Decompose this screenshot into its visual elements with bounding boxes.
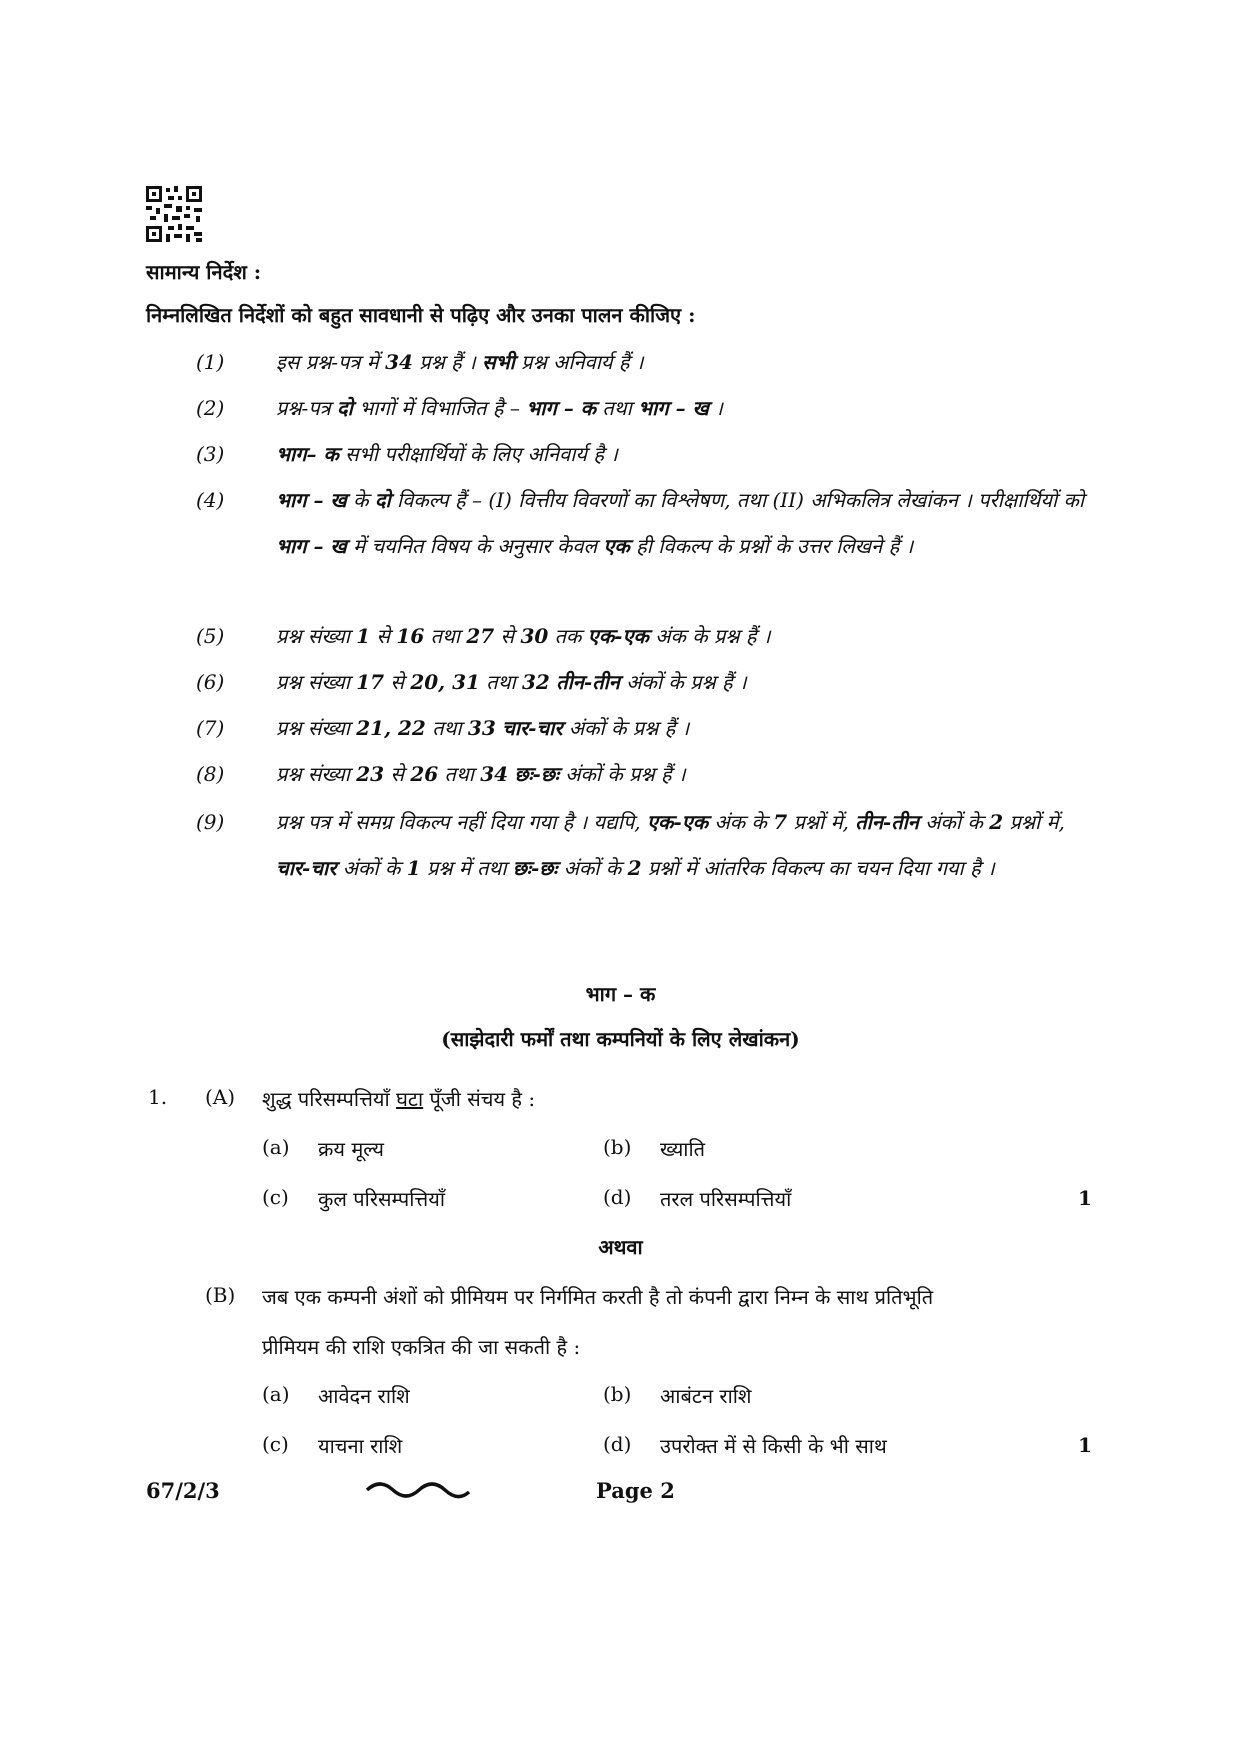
text-segment: अंकों के प्रश्न हैं । <box>558 762 686 786</box>
bold-text: 33 <box>467 716 496 740</box>
option-text: आबंटन राशि <box>660 1384 752 1408</box>
bold-text: भाग– क <box>276 442 339 466</box>
instruction-number: (1) <box>196 350 225 374</box>
text-segment: अंकों के <box>336 856 407 880</box>
text-segment: इस प्रश्न-पत्र में <box>276 350 386 374</box>
bold-text: तीन-तीन <box>855 810 919 834</box>
option-label: (d) <box>603 1432 632 1456</box>
text-segment: प्रश्न में तथा <box>420 856 513 880</box>
instruction-number: (2) <box>196 396 225 420</box>
text-segment: से <box>494 624 521 648</box>
text-segment: ही विकल्प के प्रश्नों के उत्तर लिखने हैं । <box>629 534 914 558</box>
bold-text: छः-छः <box>514 762 559 786</box>
bold-text: छः-छः <box>512 856 558 880</box>
option-text: ख्याति <box>660 1137 706 1161</box>
text-segment: प्रश्न-पत्र <box>276 396 338 420</box>
bold-text: एक-एक <box>647 810 709 834</box>
text-segment: प्रश्नों में, <box>787 810 856 834</box>
bold-text: 1 <box>406 856 421 880</box>
text-segment: तथा <box>479 670 523 694</box>
text-segment: से <box>370 624 397 648</box>
bold-text: 17 <box>356 670 385 694</box>
bold-text: 20, 31 <box>410 670 480 694</box>
instruction-text <box>276 477 1096 569</box>
text-segment: प्रश्नों में आंतरिक विकल्प का चयन दिया गया है । <box>641 856 995 880</box>
section-title: भाग – क <box>585 982 656 1006</box>
text-segment: प्रश्न संख्या <box>276 670 357 694</box>
bold-text: 21, 22 <box>356 716 426 740</box>
bold-text: 32 <box>522 670 550 694</box>
underlined-word: घटा <box>396 1087 424 1111</box>
text-segment: अंकों के <box>557 856 628 880</box>
instruction-number: (9) <box>196 810 225 834</box>
text-segment: प्रश्नों में, <box>1003 810 1065 834</box>
instruction-number: (8) <box>196 762 225 786</box>
bold-text: भाग – ख <box>638 396 709 420</box>
option-label: (b) <box>603 1135 632 1159</box>
bold-text: दो <box>374 488 391 512</box>
question-part-label: (B) <box>205 1283 236 1307</box>
bold-text: 23 <box>356 762 385 786</box>
text-segment: तथा <box>425 716 468 740</box>
text-segment: प्रश्न अनिवार्य हैं । <box>514 350 644 374</box>
bold-text: 2 <box>627 856 642 880</box>
page-number: Page 2 <box>596 1478 675 1503</box>
option-text: उपरोक्त में से किसी के भी साथ <box>660 1434 887 1458</box>
option-text: तरल परिसम्पत्तियाँ <box>660 1187 792 1211</box>
option-text: आवेदन राशि <box>318 1384 410 1408</box>
bold-text: 7 <box>773 810 788 834</box>
bold-text: 27 <box>466 624 495 648</box>
text-segment: सभी परीक्षार्थियों के लिए अनिवार्य है । <box>338 442 618 466</box>
instruction-text <box>276 659 1096 705</box>
bold-text: 34 <box>480 762 509 786</box>
option-label: (b) <box>603 1382 632 1406</box>
bold-text: सभी <box>482 350 515 374</box>
instruction-text <box>276 751 1096 797</box>
bold-text: एक-एक <box>587 624 649 648</box>
text-segment: से <box>384 670 411 694</box>
option-text: क्रय मूल्य <box>318 1137 385 1161</box>
bold-text: चार-चार <box>276 856 337 880</box>
text-segment: प्रश्न संख्या <box>276 624 357 648</box>
text-segment: प्रश्न संख्या <box>276 716 357 740</box>
question-text-part: पूँजी संचय है : <box>423 1087 536 1111</box>
text-segment: अंकों के <box>918 810 990 834</box>
question-text-part: शुद्ध परिसम्पत्तियाँ <box>262 1087 397 1111</box>
text-segment: भागों में विभाजित है – <box>352 396 527 420</box>
read-carefully-heading: निम्नलिखित निर्देशों को बहुत सावधानी से पढ़िए और उनका पालन कीजिए : <box>146 303 696 327</box>
option-label: (c) <box>262 1185 289 1209</box>
bold-text: 30 <box>520 624 549 648</box>
text-segment: अंक के प्रश्न हैं । <box>648 624 771 648</box>
text-segment: तथा <box>438 762 481 786</box>
bold-text: 34 <box>385 350 413 374</box>
instruction-text <box>276 705 1096 751</box>
text-segment: तथा <box>596 396 639 420</box>
text-segment: अंकों के प्रश्न हैं । <box>562 716 690 740</box>
or-label: अथवा <box>598 1235 643 1259</box>
bold-text: 26 <box>410 762 439 786</box>
option-text: याचना राशि <box>318 1434 403 1458</box>
instruction-text <box>276 613 1096 659</box>
text-segment: के <box>346 488 375 512</box>
text-segment: प्रश्न पत्र में समग्र विकल्प नहीं दिया गया है । यद्यपि, <box>276 810 647 834</box>
bold-text: दो <box>337 396 353 420</box>
text-segment: अंक के <box>708 810 774 834</box>
instruction-number: (5) <box>196 624 225 648</box>
instruction-text <box>276 339 1096 385</box>
paper-code: 67/2/3 <box>146 1478 220 1503</box>
instruction-number: (3) <box>196 442 225 466</box>
instruction-number: (6) <box>196 670 225 694</box>
instruction-number: (4) <box>196 488 225 512</box>
bold-text: 2 <box>989 810 1004 834</box>
marks: 1 <box>1078 1186 1092 1210</box>
option-label: (a) <box>262 1135 290 1159</box>
section-subtitle: (साझेदारी फर्मों तथा कम्पनियों के लिए लेखांकन) <box>441 1027 800 1051</box>
bold-text: चार-चार <box>502 716 563 740</box>
text-segment: । <box>708 396 723 420</box>
text-segment: विकल्प हैं – (I) वित्तीय विवरणों का विश्लेषण, तथा (II) अभिकलित्र लेखांकन । परीक्षार्थियों को <box>390 488 1085 512</box>
text-segment: प्रश्न संख्या <box>276 762 357 786</box>
question-text: प्रीमियम की राशि एकत्रित की जा सकती है : <box>262 1335 581 1359</box>
wave-divider-icon <box>365 1480 471 1500</box>
instruction-text <box>276 385 1096 431</box>
question-part-label: (A) <box>205 1085 236 1109</box>
bold-text: एक <box>603 534 630 558</box>
general-instructions-heading: सामान्य निर्देश : <box>146 260 262 284</box>
text-segment: प्रश्न हैं । <box>412 350 483 374</box>
bold-text: तीन-तीन <box>556 670 620 694</box>
bold-text: भाग – क <box>526 396 597 420</box>
text-segment: अंकों के प्रश्न हैं । <box>619 670 747 694</box>
text-segment: तक <box>548 624 588 648</box>
instruction-text <box>276 431 1096 477</box>
bold-text: भाग – ख <box>276 488 347 512</box>
marks: 1 <box>1078 1433 1092 1457</box>
option-label: (c) <box>262 1432 289 1456</box>
text-segment: में चयनित विषय के अनुसार केवल <box>346 534 604 558</box>
bold-text: 1 <box>356 624 371 648</box>
instruction-number: (7) <box>196 716 225 740</box>
question-number: 1. <box>148 1085 168 1109</box>
text-segment: तथा <box>424 624 467 648</box>
option-label: (a) <box>262 1382 290 1406</box>
bold-text: 16 <box>396 624 425 648</box>
instruction-text <box>276 799 1096 891</box>
option-label: (d) <box>603 1185 632 1209</box>
option-text: कुल परिसम्पत्तियाँ <box>318 1187 446 1211</box>
qr-code-icon <box>146 186 202 242</box>
bold-text: भाग – ख <box>276 534 347 558</box>
question-text: जब एक कम्पनी अंशों को प्रीमियम पर निर्गमित करती है तो कंपनी द्वारा निम्न के साथ प्रतिभूति <box>262 1285 934 1309</box>
question-text <box>262 1085 535 1112</box>
text-segment: से <box>384 762 411 786</box>
